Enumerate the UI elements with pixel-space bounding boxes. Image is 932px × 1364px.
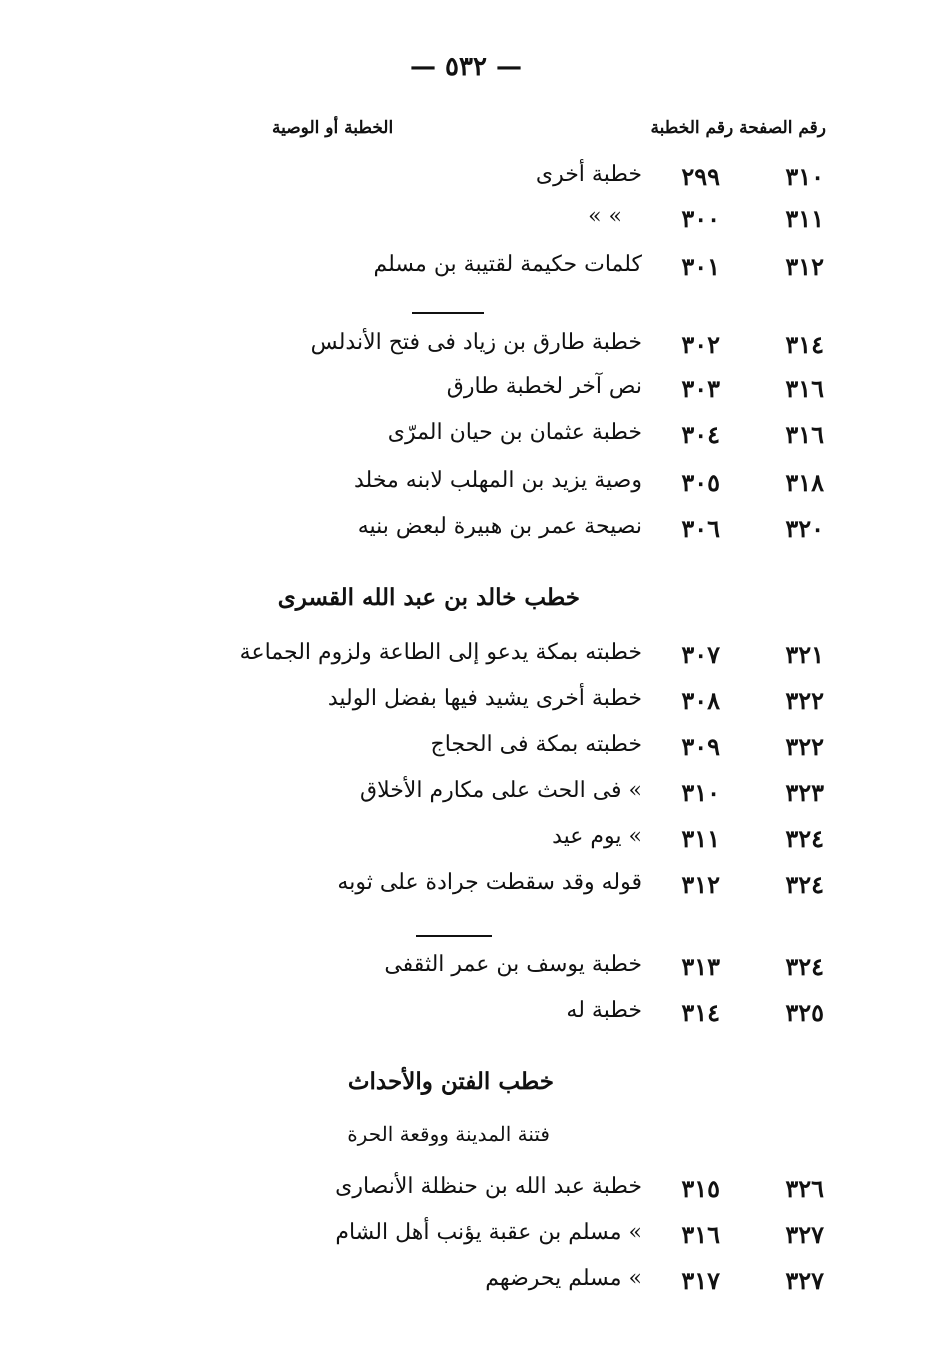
index-row <box>0 468 932 508</box>
sermon-title: خطبة أخرى <box>535 162 642 187</box>
index-row <box>0 204 932 244</box>
page-ref: ٣٢٢ <box>785 686 824 715</box>
page-ref: ٣١٢ <box>785 252 824 281</box>
sermon-title: » » <box>588 204 622 229</box>
subsection-heading: فتنة المدينة ووقعة الحرة <box>347 1122 550 1146</box>
page-ref: ٣٢٢ <box>785 732 824 761</box>
sermon-title: نصيحة عمر بن هبيرة لبعض بنيه <box>357 514 642 539</box>
page-ref: ٣٢٦ <box>785 1174 824 1203</box>
sermon-number: ٣١٣ <box>681 952 720 981</box>
page-ref: ٣٢٧ <box>785 1220 824 1249</box>
column-header-page-and-number: رقم الصفحة رقم الخطبة <box>650 118 826 138</box>
section-divider <box>412 312 484 314</box>
sermon-number: ٣٠٧ <box>681 640 720 669</box>
sermon-title: » فى الحث على مكارم الأخلاق <box>360 778 642 803</box>
sermon-number: ٣١٥ <box>681 1174 720 1203</box>
sermon-title: » مسلم بن عقبة يؤنب أهل الشام <box>335 1220 642 1245</box>
sermon-number: ٣٠٦ <box>681 514 720 543</box>
column-header-title: الخطبة أو الوصية <box>272 118 394 138</box>
sermon-number: ٣٠٣ <box>681 374 720 403</box>
index-row <box>0 998 932 1038</box>
sermon-title: خطبة طارق بن زياد فى فتح الأندلس <box>310 330 642 355</box>
index-row <box>0 330 932 370</box>
index-row <box>0 686 932 726</box>
sermon-number: ٣٠٠ <box>681 204 720 233</box>
sermon-number: ٣١٧ <box>681 1266 720 1295</box>
section-divider <box>416 935 492 937</box>
sermon-number: ٣١٢ <box>681 870 720 899</box>
index-row <box>0 1266 932 1306</box>
sermon-title: » مسلم يحرضهم <box>485 1266 642 1291</box>
sermon-title: خطبة يوسف بن عمر الثقفى <box>384 952 642 977</box>
page-ref: ٣٢١ <box>785 640 824 669</box>
page-ref: ٣٢٠ <box>785 514 824 543</box>
sermon-title: قوله وقد سقطت جرادة على ثوبه <box>337 870 642 895</box>
index-row <box>0 778 932 818</box>
sermon-number: ٣١٠ <box>681 778 720 807</box>
index-row <box>0 732 932 772</box>
page-number: — ٥٣٢ — <box>409 52 523 82</box>
page-ref: ٣١٠ <box>785 162 824 191</box>
sermon-number: ٣٠٨ <box>681 686 720 715</box>
page-ref: ٣١٨ <box>785 468 824 497</box>
page-ref: ٣٢٥ <box>785 998 824 1027</box>
index-row <box>0 1174 932 1214</box>
sermon-title: كلمات حكيمة لقتيبة بن مسلم <box>373 252 642 277</box>
sermon-title: خطبة عثمان بن حيان المرّى <box>387 420 642 445</box>
index-row <box>0 824 932 864</box>
page-ref: ٣٢٣ <box>785 778 824 807</box>
index-row <box>0 374 932 414</box>
index-row <box>0 420 932 460</box>
sermon-number: ٣٠٢ <box>681 330 720 359</box>
index-row <box>0 1220 932 1260</box>
index-row <box>0 514 932 554</box>
page-ref: ٣٢٤ <box>785 870 824 899</box>
sermon-number: ٣٠١ <box>681 252 720 281</box>
page-ref: ٣١٦ <box>785 374 824 403</box>
sermon-number: ٣٠٥ <box>681 468 720 497</box>
sermon-title: نص آخر لخطبة طارق <box>446 374 642 399</box>
sermon-number: ٣٠٤ <box>681 420 720 449</box>
sermon-title: خطبة له <box>566 998 642 1023</box>
sermon-title: خطبة عبد الله بن حنظلة الأنصارى <box>335 1174 642 1199</box>
index-row <box>0 952 932 992</box>
sermon-number: ٢٩٩ <box>681 162 720 191</box>
index-row <box>0 870 932 910</box>
sermon-title: خطبته بمكة يدعو إلى الطاعة ولزوم الجماعة <box>239 640 642 665</box>
page-ref: ٣٢٤ <box>785 952 824 981</box>
page-ref: ٣٢٧ <box>785 1266 824 1295</box>
page-ref: ٣١١ <box>785 204 824 233</box>
page-ref: ٣٢٤ <box>785 824 824 853</box>
page-ref: ٣١٦ <box>785 420 824 449</box>
index-row <box>0 640 932 680</box>
sermon-title: خطبة أخرى يشيد فيها بفضل الوليد <box>327 686 642 711</box>
sermon-title: خطبته بمكة فى الحجاج <box>430 732 642 757</box>
sermon-number: ٣٠٩ <box>681 732 720 761</box>
index-row <box>0 162 932 202</box>
sermon-number: ٣١١ <box>681 824 720 853</box>
section-heading: خطب الفتن والأحداث <box>347 1068 554 1095</box>
index-row <box>0 252 932 292</box>
sermon-title: » يوم عيد <box>552 824 642 849</box>
sermon-number: ٣١٤ <box>681 998 720 1027</box>
sermon-title: وصية يزيد بن المهلب لابنه مخلد <box>354 468 642 493</box>
page-ref: ٣١٤ <box>785 330 824 359</box>
sermon-number: ٣١٦ <box>681 1220 720 1249</box>
section-heading: خطب خالد بن عبد الله القسرى <box>277 584 580 611</box>
